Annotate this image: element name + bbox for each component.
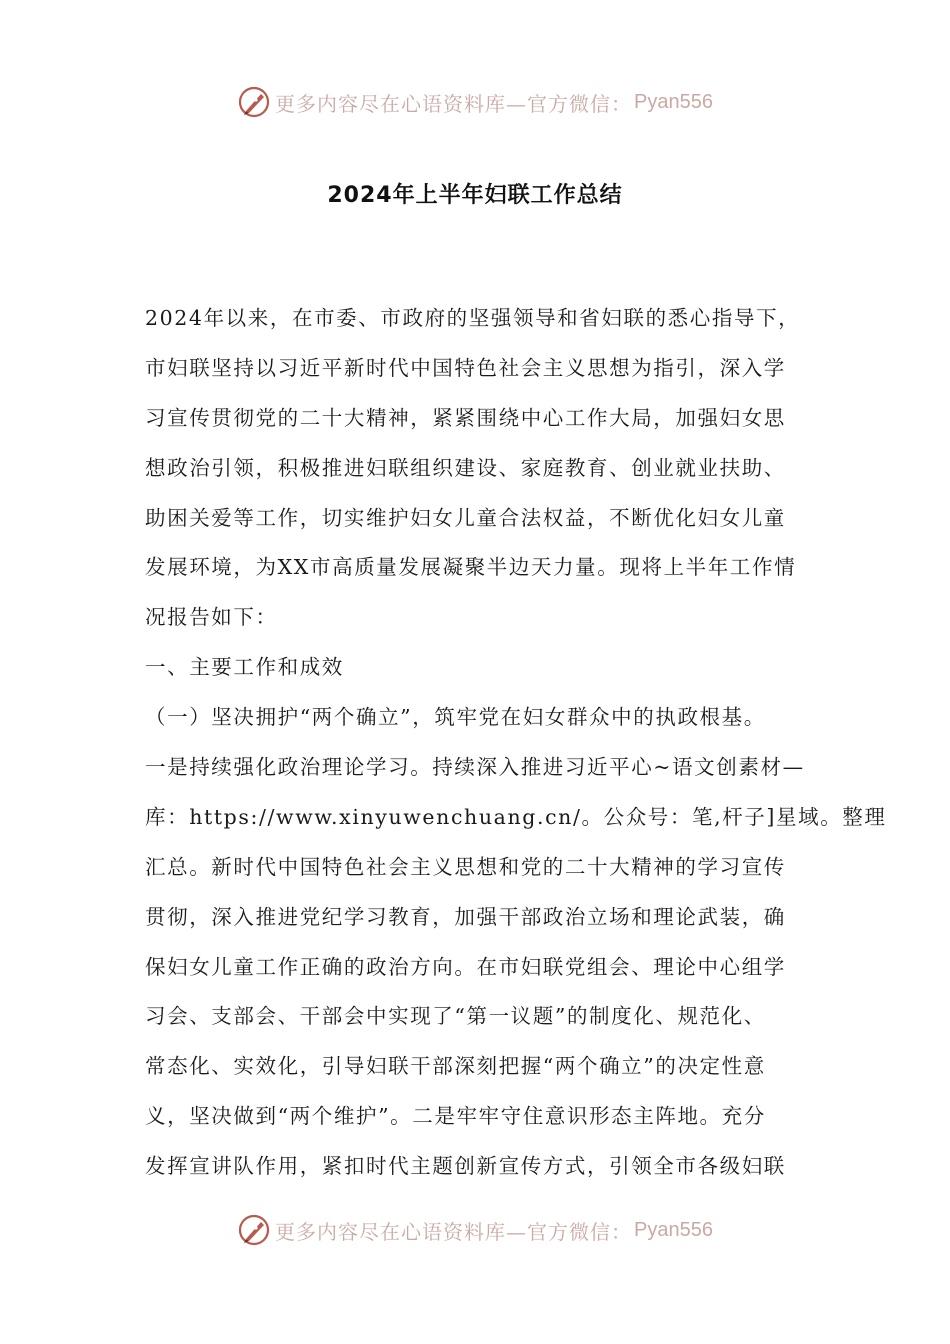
pen-circle-logo-icon <box>237 1213 271 1247</box>
watermark-text: 更多内容尽在心语资料库—官方微信： <box>275 1219 633 1244</box>
body-line: 义，坚决做到“两个维护”。二是牢牢守住意识形态主阵地。充分 <box>145 1104 766 1129</box>
watermark-wechat-id: Pyan556 <box>634 1218 713 1241</box>
body-line: 汇总。新时代中国特色社会主义思想和党的二十大精神的学习宣传 <box>145 854 786 879</box>
body-line: 发挥宣讲队作用，紧扣时代主题创新宣传方式，引领全市各级妇联 <box>145 1154 786 1179</box>
document-title: 2024年上半年妇联工作总结 <box>327 183 623 208</box>
body-line: 想政治引领，积极推进妇联组织建设、家庭教育、创业就业扶助、 <box>145 455 786 480</box>
watermark-wechat-id: Pyan556 <box>634 90 713 113</box>
watermark-banner-bottom <box>0 1208 950 1252</box>
body-line: 贯彻，深入推进党纪学习教育，加强干部政治立场和理论武装，确 <box>145 904 786 929</box>
body-line: 市妇联坚持以习近平新时代中国特色社会主义思想为指引，深入学 <box>145 355 786 380</box>
watermark-text: 更多内容尽在心语资料库—官方微信： <box>275 91 633 116</box>
body-line: 况报告如下： <box>145 605 278 630</box>
pen-circle-logo-icon <box>237 85 271 119</box>
body-line: 保妇女儿童工作正确的政治方向。在市妇联党组会、理论中心组学 <box>145 954 786 979</box>
body-line: 一是持续强化政治理论学习。持续深入推进习近平心~语文创素材— <box>145 755 805 780</box>
body-line: 习会、支部会、干部会中实现了“第一议题”的制度化、规范化、 <box>145 1004 766 1029</box>
body-line: 库：https://www.xinyuwenchuang.cn/。公众号：笔,杆子]星域。整理 <box>145 804 887 829</box>
section-heading: 一、主要工作和成效 <box>145 655 344 680</box>
watermark-banner-top <box>0 80 950 124</box>
body-line: 习宣传贯彻党的二十大精神，紧紧围绕中心工作大局，加强妇女思 <box>145 405 786 430</box>
body-line: 2024年以来，在市委、市政府的坚强领导和省妇联的悉心指导下， <box>145 306 801 330</box>
body-line: 常态化、实效化，引导妇联干部深刻把握“两个确立”的决定性意 <box>145 1054 766 1079</box>
body-line: 助困关爱等工作，切实维护妇女儿童合法权益，不断优化妇女儿童 <box>145 505 786 530</box>
body-line: 发展环境，为XX市高质量发展凝聚半边天力量。现将上半年工作情 <box>145 555 797 580</box>
document-body <box>145 294 887 1192</box>
subsection-heading: （一）坚决拥护“两个确立”，筑牢党在妇女群众中的执政根基。 <box>145 705 766 730</box>
